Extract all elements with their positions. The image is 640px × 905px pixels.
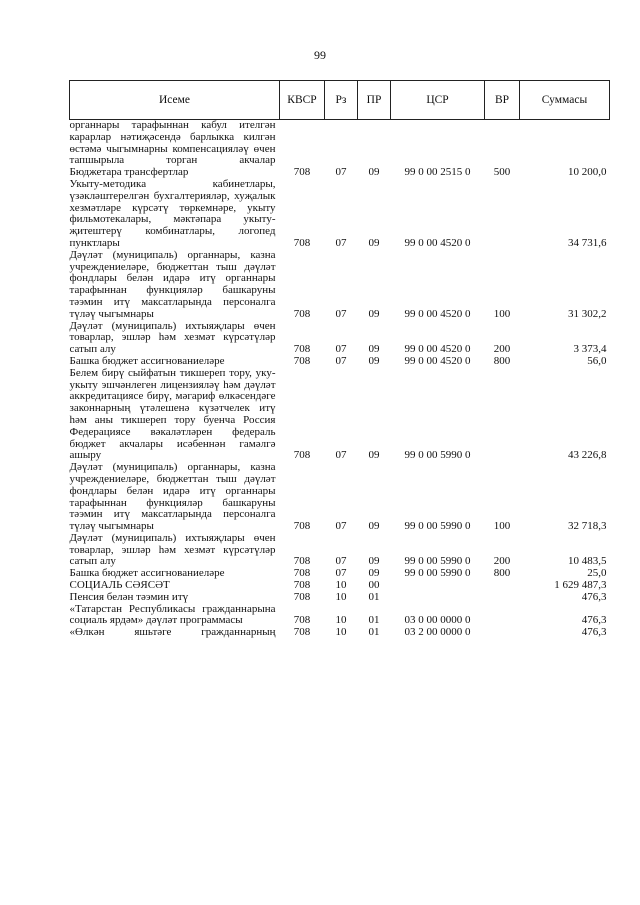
cell-csr (391, 592, 485, 604)
cell-kvsr: 708 (293, 567, 311, 580)
cell-kvsr: 708 (293, 590, 311, 603)
table-body (70, 120, 610, 640)
cell-csr: 99 0 00 2515 0 (404, 166, 471, 179)
cell-pr: 09 (368, 236, 380, 249)
cell-vr: 100 (493, 520, 511, 533)
cell-rz: 07 (335, 449, 347, 462)
cell-rz: 10 (335, 626, 347, 639)
cell-rz: 07 (335, 236, 347, 249)
cell-rz: 07 (335, 307, 347, 320)
cell-name: СОЦИАЛЬ СӘЯСӘТ (69, 579, 170, 592)
cell-vr (485, 592, 520, 604)
cell-pr: 01 (368, 614, 380, 627)
cell-rz: 10 (335, 579, 347, 592)
cell-pr: 09 (368, 307, 380, 320)
header-kvsr: КВСР (280, 81, 325, 120)
cell-name: Дәүләт (муниципаль) органнары, казна учреждениеләре, бюджеттан тыш дәүләт фондлары белән идарә итү органнары тарафыннан функцияләр башкаруны тәэмин итү максатларында персоналга түләү чыгымнары (69, 461, 276, 533)
cell-pr: 09 (368, 567, 380, 580)
cell-name: Белем бирү сыйфатын тикшереп тору, уку-укыту эшчәнлеген лицензияләү һәм дәүләт аккредитациясе бирү, мәгариф өлкәсендәге законнарның үтәлешенә күзәтчелек итү һәм аны тикшереп тору буенча Россия Федерациясе вәкаләтләрен федераль бюджет акчалары исәбеннән гамәлгә ашыру (69, 366, 276, 462)
cell-csr: 99 0 00 4520 0 (404, 354, 471, 367)
cell-name: Дәүләт (муниципаль) ихтыяҗлары өчен товарлар, эшләр һәм хезмәт күрсәтүләр сатып алу (69, 531, 276, 568)
table-row (70, 321, 610, 356)
cell-pr: 09 (368, 520, 380, 533)
cell-csr: 03 2 00 0000 0 (404, 626, 471, 639)
cell-pr: 09 (368, 354, 380, 367)
cell-rz (325, 120, 358, 168)
table-row (70, 368, 610, 462)
cell-kvsr: 708 (293, 579, 311, 592)
cell-name: органнары тарафыннан кабул ителгән карарлар нәтиҗәсендә барлыкка килгән өстәмә чыгымнарны компенсацияләү өчен тапшырыла торган акчалар (69, 119, 276, 167)
cell-rz: 10 (335, 590, 347, 603)
cell-sum: 34 731,6 (568, 236, 607, 249)
cell-name: Пенсия белән тәэмин итү (69, 590, 189, 603)
cell-name: Башка бюджет ассигнованиеләре (69, 354, 225, 367)
cell-vr (485, 627, 520, 639)
cell-pr: 01 (368, 626, 380, 639)
header-csr: ЦСР (391, 81, 485, 120)
cell-name: Укыту-методика кабинетлары, үзәкләштерелгән бухгалтерияләр, хуҗалык хезмәтләре күрсәтү төркемнәре, укыту фильмотекалары, мәктәпара укыту-җитештерү комбинатлары, логопед пунктлары (69, 177, 276, 249)
cell-sum: 56,0 (587, 354, 607, 367)
cell-pr: 01 (368, 590, 380, 603)
table-row (70, 627, 610, 639)
cell-pr: 09 (368, 343, 380, 356)
cell-vr: 200 (493, 555, 511, 568)
cell-pr: 09 (368, 449, 380, 462)
cell-kvsr: 708 (293, 307, 311, 320)
table-row (70, 356, 610, 368)
cell-rz: 07 (335, 520, 347, 533)
cell-kvsr: 708 (293, 614, 311, 627)
table-header (70, 81, 610, 120)
cell-kvsr: 708 (293, 354, 311, 367)
table-row (70, 462, 610, 533)
cell-vr (485, 120, 520, 168)
cell-name: «Татарстан Республикасы гражданнарына социаль ярдәм» дәүләт программасы (69, 602, 276, 627)
cell-pr: 00 (368, 579, 380, 592)
table-row (70, 120, 610, 168)
cell-sum: 25,0 (587, 567, 607, 580)
cell-kvsr: 708 (293, 626, 311, 639)
page-number: 99 (314, 48, 326, 62)
cell-csr: 03 0 00 0000 0 (404, 614, 471, 627)
cell-vr (485, 580, 520, 592)
cell-name: Бюджетара трансфертлар (69, 166, 189, 179)
table-row (70, 533, 610, 568)
cell-csr (391, 580, 485, 592)
cell-sum (520, 120, 610, 168)
cell-csr: 99 0 00 5990 0 (404, 449, 471, 462)
cell-csr: 99 0 00 4520 0 (404, 307, 471, 320)
cell-vr: 800 (493, 354, 511, 367)
header-rz: Рз (325, 81, 358, 120)
cell-csr: 99 0 00 5990 0 (404, 520, 471, 533)
cell-csr: 99 0 00 4520 0 (404, 236, 471, 249)
header-pr: ПР (358, 81, 391, 120)
cell-kvsr: 708 (293, 343, 311, 356)
cell-name: Башка бюджет ассигнованиеләре (69, 567, 225, 580)
cell-sum: 32 718,3 (568, 520, 607, 533)
cell-vr: 200 (493, 343, 511, 356)
cell-pr: 09 (368, 555, 380, 568)
cell-sum: 10 200,0 (568, 166, 607, 179)
cell-csr: 99 0 00 5990 0 (404, 567, 471, 580)
table-row (70, 604, 610, 628)
cell-sum: 476,3 (581, 626, 607, 639)
cell-vr: 800 (493, 567, 511, 580)
cell-kvsr: 708 (293, 555, 311, 568)
cell-sum: 31 302,2 (568, 307, 607, 320)
cell-rz: 07 (335, 555, 347, 568)
header-vr: ВР (485, 81, 520, 120)
table-row (70, 179, 610, 250)
cell-sum: 43 226,8 (568, 449, 607, 462)
cell-sum: 10 483,5 (568, 555, 607, 568)
cell-vr (485, 604, 520, 628)
cell-rz: 07 (335, 567, 347, 580)
budget-table (69, 80, 610, 639)
cell-sum: 1 629 487,3 (554, 579, 607, 592)
cell-rz: 07 (335, 354, 347, 367)
cell-kvsr: 708 (293, 449, 311, 462)
header-name: Исеме (70, 81, 280, 120)
cell-vr: 500 (493, 166, 511, 179)
table-row (70, 250, 610, 321)
cell-sum: 476,3 (581, 614, 607, 627)
cell-sum: 3 373,4 (573, 343, 607, 356)
cell-pr (358, 120, 391, 168)
cell-kvsr: 708 (293, 236, 311, 249)
cell-rz: 07 (335, 343, 347, 356)
table-row (70, 592, 610, 604)
cell-rz: 07 (335, 166, 347, 179)
cell-name: «Өлкән яшьтәге гражданнарның (69, 626, 276, 639)
cell-pr: 09 (368, 166, 380, 179)
cell-csr: 99 0 00 5990 0 (404, 555, 471, 568)
cell-kvsr: 708 (293, 520, 311, 533)
header-sum: Суммасы (520, 81, 610, 120)
cell-name: Дәүләт (муниципаль) ихтыяҗлары өчен товарлар, эшләр һәм хезмәт күрсәтүләр сатып алу (69, 319, 276, 356)
cell-vr: 100 (493, 307, 511, 320)
cell-name: Дәүләт (муниципаль) органнары, казна учреждениеләре, бюджеттан тыш дәүләт фондлары белән идарә итү органнары тарафыннан функцияләр башкаруны тәэмин итү максатларында персоналга түләү чыгымнары (69, 248, 276, 320)
cell-csr: 99 0 00 4520 0 (404, 343, 471, 356)
cell-vr (485, 368, 520, 462)
cell-rz: 10 (335, 614, 347, 627)
cell-kvsr (280, 120, 325, 168)
cell-sum: 476,3 (581, 590, 607, 603)
cell-vr (485, 179, 520, 250)
cell-csr (391, 120, 485, 168)
cell-kvsr: 708 (293, 166, 311, 179)
